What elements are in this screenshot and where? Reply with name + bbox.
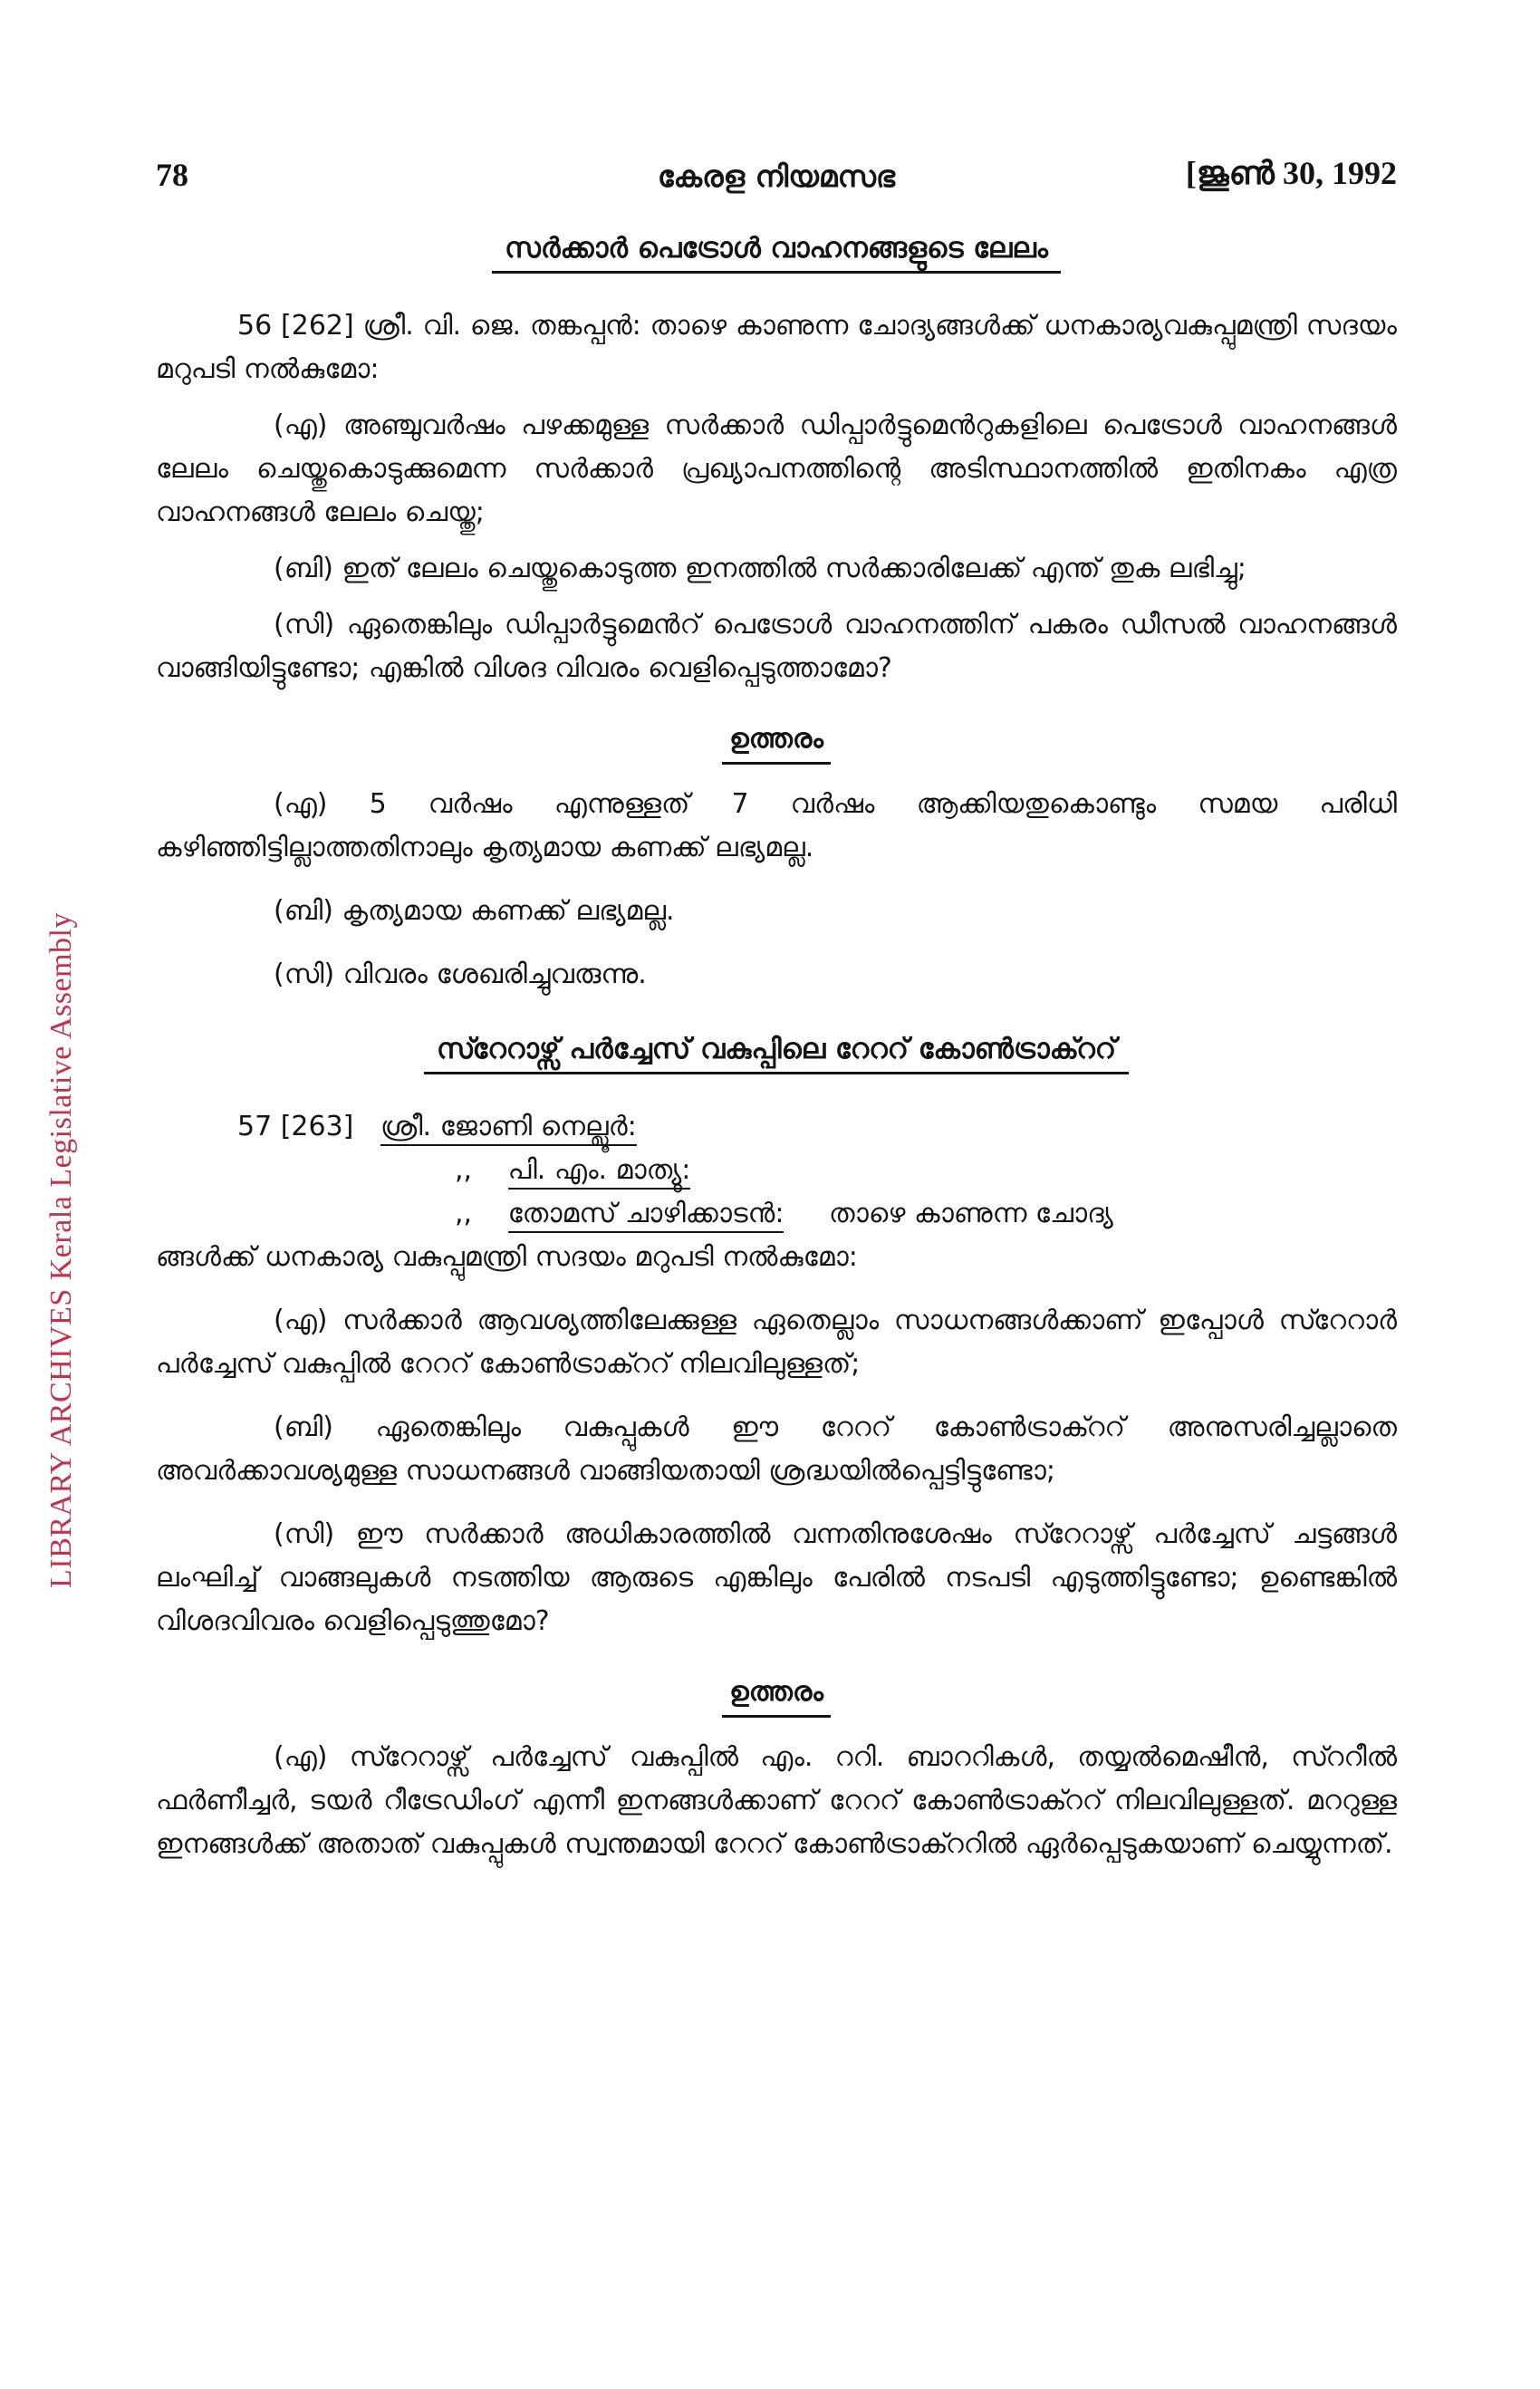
ditto-mark: ,, xyxy=(455,1198,473,1229)
answer-57-a: (എ) സ്റേറാഴ്സ് പർച്ചേസ് വകുപ്പിൽ എം. ററി. ബാററികൾ, തയ്യൽമെഷീൻ, സ്ററീൽ ഫർണീച്ചർ, ടയർ റീട്രേഡിംഗ് എന്നീ ഇനങ്ങൾക്കാണ് റേററ് കോൺട്രാക്ററ് നിലവിലുള്ളത്. മററുള്ള ഇനങ്ങൾക്ക് അതാത് വകുപ്പുകൾ സ്വന്തമായി റേററ് കോൺട്രാക്ററിൽ ഏർപ്പെടുകയാണ് ചെയ്യുന്നത്. xyxy=(156,1741,1397,1860)
archive-stamp: LIBRARY ARCHIVES Kerala Legislative Assembly xyxy=(44,911,78,1589)
question-57-part-c: (സി) ഈ സർക്കാർ അധികാരത്തിൽ വന്നതിനുശേഷം സ്റേറാഴ്സ് പർച്ചേസ് ചട്ടങ്ങൾ ലംഘിച്ച് വാങ്ങലുകൾ നടത്തിയ ആരുടെ എങ്കിലും പേരിൽ നടപടി എടുത്തിട്ടുണ്ടോ; ഉണ്ടെങ്കിൽ വിശദവിവരം വെളിപ്പെടുത്തുമോ? xyxy=(156,1518,1397,1637)
section-title-q57: സ്റേറാഴ്സ് പർച്ചേസ് വകുപ്പിലെ റേററ് കോൺട്രാക്ററ് xyxy=(156,1033,1397,1074)
question-57-part-b: (ബി) ഏതെങ്കിലും വകുപ്പുകൾ ഈ റേററ് കോൺട്രാക്ററ് അനുസരിച്ചല്ലാതെ അവർക്കാവശ്യമുള്ള സാധനങ്ങൾ വാങ്ങിയതായി ശ്രദ്ധയിൽപ്പെട്ടിട്ടുണ്ടോ; xyxy=(156,1411,1397,1487)
question-57-member-1 xyxy=(156,1105,1397,1149)
question-57-intro: ങ്ങൾക്ക് ധനകാര്യ വകുപ്പുമന്ത്രി സദയം മറുപടി നൽകുമോ: xyxy=(156,1241,858,1273)
ditto-mark: ,, xyxy=(455,1154,473,1186)
answer-56-c: (സി) വിവരം ശേഖരിച്ചുവരുന്നു. xyxy=(274,958,647,990)
running-title: കേരള നിയമസഭ xyxy=(657,159,896,194)
question-56-intro: 56 [262] ശ്രീ. വി. ജെ. തങ്കപ്പൻ: താഴെ കാണുന്ന ചോദ്യങ്ങൾക്ക് ധനകാര്യവകുപ്പുമന്ത്രി സദയം മറുപടി നൽകുമോ: xyxy=(156,310,1397,385)
answer-heading-56: ഉത്തരം xyxy=(156,723,1397,765)
header-date: [ജൂൺ 30, 1992 xyxy=(1185,155,1397,191)
question-56-part-c: (സി) ഏതെങ്കിലും ഡിപ്പാർട്ടുമെൻറ് പെട്രോൾ വാഹനത്തിന് പകരം ഡീസൽ വാഹനങ്ങൾ വാങ്ങിയിട്ടുണ്ടോ; എങ്കിൽ വിശദ വിവരം വെളിപ്പെടുത്താമോ? xyxy=(156,609,1397,684)
question-57-number: 57 [263] xyxy=(237,1111,354,1142)
page-number: 78 xyxy=(156,157,188,193)
question-57-intro-start: താഴെ കാണുന്ന ചോദ്യ xyxy=(829,1198,1113,1229)
answer-56-a: (എ) 5 വർഷം എന്നുള്ളത് 7 വർഷം ആക്കിയതുകൊണ്ടും സമയ പരിധി കഴിഞ്ഞിട്ടില്ലാത്തതിനാലും കൃത്യമായ കണക്ക് ലഭ്യമല്ല. xyxy=(156,788,1397,863)
document-page xyxy=(156,145,1397,1866)
answer-heading-57: ഉത്തരം xyxy=(156,1676,1397,1718)
question-57-member-3 xyxy=(156,1192,1397,1236)
member-name: ശ്രീ. ജോണി നെല്ലൂർ: xyxy=(380,1111,637,1146)
section-title-q56: സർക്കാർ പെട്രോൾ വാഹനങ്ങളുടെ ലേലം xyxy=(156,232,1397,274)
member-name: പി. എം. മാത്യു: xyxy=(508,1154,691,1190)
question-57-part-a: (എ) സർക്കാർ ആവശ്യത്തിലേക്കുള്ള ഏതെല്ലാം സാധനങ്ങൾക്കാണ് ഇപ്പോൾ സ്റേറാർ പർച്ചേസ് വകുപ്പിൽ റേററ് കോൺട്രാക്ററ് നിലവിലുള്ളത്; xyxy=(156,1305,1397,1380)
question-56-part-a: (എ) അഞ്ചുവർഷം പഴക്കമുള്ള സർക്കാർ ഡിപ്പാർട്ടുമെൻറുകളിലെ പെട്രോൾ വാഹനങ്ങൾ ലേലം ചെയ്തുകൊടുക്കുമെന്ന സർക്കാർ പ്രഖ്യാപനത്തിന്റെ അടിസ്ഥാനത്തിൽ ഇതിനകം എത്ര വാഹനങ്ങൾ ലേലം ചെയ്തു; xyxy=(156,409,1397,528)
answer-56-b: (ബി) കൃത്യമായ കണക്ക് ലഭ്യമല്ല. xyxy=(274,895,675,927)
page-header xyxy=(156,145,1397,208)
member-name: തോമസ് ചാഴിക്കാടൻ: xyxy=(508,1198,784,1233)
question-56-part-b: (ബി) ഇത് ലേലം ചെയ്തുകൊടുത്ത ഇനത്തിൽ സർക്കാരിലേക്ക് എന്ത് തുക ലഭിച്ചു; xyxy=(274,553,1246,584)
question-57-member-2 xyxy=(156,1149,1397,1192)
